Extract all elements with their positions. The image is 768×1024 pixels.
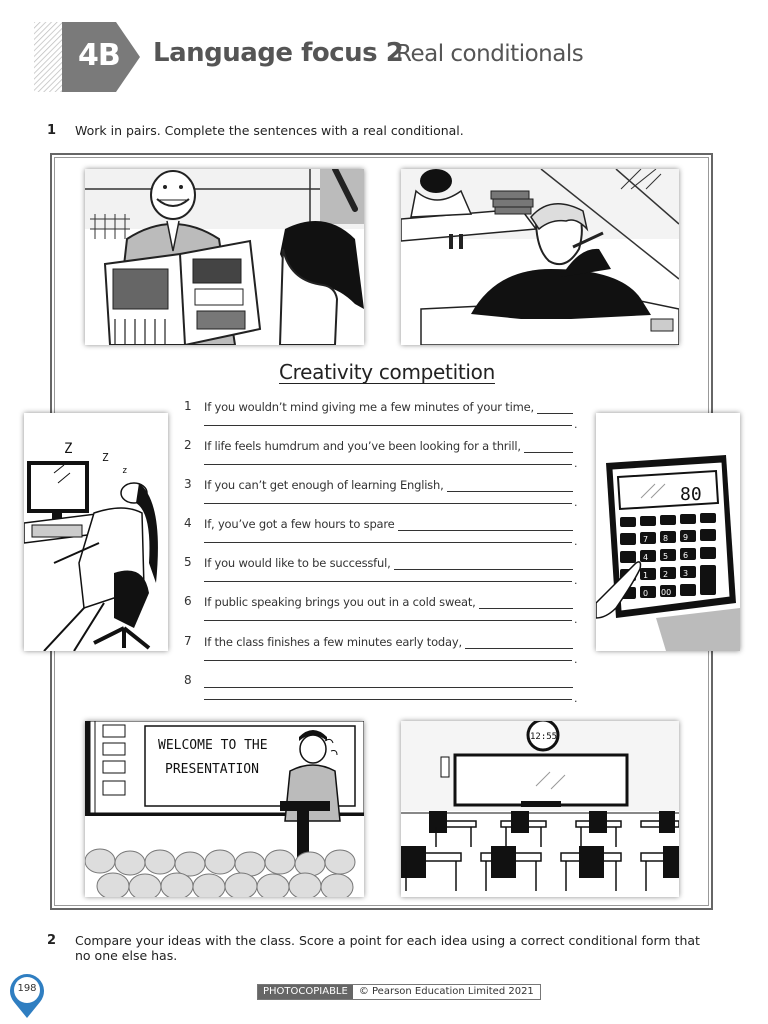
item-end-punctuation: . bbox=[574, 613, 578, 626]
svg-text:7: 7 bbox=[643, 535, 649, 544]
illustration-classroom-clock bbox=[401, 721, 679, 897]
svg-text:2: 2 bbox=[663, 570, 669, 579]
answer-blank-continuation[interactable] bbox=[204, 698, 572, 700]
answer-blank[interactable] bbox=[447, 479, 573, 492]
illustration-calculator bbox=[596, 413, 740, 651]
slide-line-2: PRESENTATION bbox=[165, 762, 259, 777]
svg-text:1: 1 bbox=[643, 571, 649, 580]
answer-blank[interactable] bbox=[394, 557, 573, 570]
item-number: 8 bbox=[184, 673, 192, 687]
item-prompt: If you would like to be successful, bbox=[204, 556, 391, 570]
illustration-presentation bbox=[85, 721, 364, 897]
item-prompt: If you can’t get enough of learning English, bbox=[204, 478, 444, 492]
page-number: 198 bbox=[17, 983, 37, 994]
svg-text:5: 5 bbox=[663, 552, 669, 561]
svg-text:8: 8 bbox=[663, 534, 669, 543]
illustration-neighbour-album bbox=[85, 169, 364, 345]
answer-blank[interactable] bbox=[398, 518, 573, 531]
item-number: 6 bbox=[184, 594, 192, 608]
svg-text:00: 00 bbox=[661, 588, 672, 597]
photocopiable-label: PHOTOCOPIABLE bbox=[258, 985, 353, 999]
answer-blank-continuation[interactable] bbox=[204, 659, 572, 661]
item-end-punctuation: . bbox=[574, 535, 578, 548]
item-end-punctuation: . bbox=[574, 496, 578, 509]
item-number: 4 bbox=[184, 516, 192, 530]
answer-blank[interactable] bbox=[204, 675, 573, 688]
item-end-punctuation: . bbox=[574, 574, 578, 587]
item-number: 2 bbox=[184, 438, 192, 452]
item-prompt: If you wouldn’t mind giving me a few minutes of your time, bbox=[204, 400, 534, 414]
item-number: 7 bbox=[184, 634, 192, 648]
item-end-punctuation: . bbox=[574, 692, 578, 705]
slide-line-1: WELCOME TO THE bbox=[158, 738, 268, 753]
svg-text:6: 6 bbox=[683, 551, 689, 560]
answer-blank[interactable] bbox=[479, 596, 573, 609]
item-number: 5 bbox=[184, 555, 192, 569]
item-prompt: If public speaking brings you out in a cold sweat, bbox=[204, 595, 476, 609]
svg-text:0: 0 bbox=[643, 589, 649, 598]
item-prompt: If life feels humdrum and you’ve been looking for a thrill, bbox=[204, 439, 521, 453]
item-end-punctuation: . bbox=[574, 418, 578, 431]
svg-text:Z: Z bbox=[102, 451, 109, 464]
clock-display-text: 12:55 bbox=[530, 732, 558, 742]
svg-text:9: 9 bbox=[683, 533, 689, 542]
copyright-text: © Pearson Education Limited 2021 bbox=[358, 986, 534, 997]
item-number: 1 bbox=[184, 399, 192, 413]
answer-blank[interactable] bbox=[537, 401, 573, 414]
svg-text:z: z bbox=[122, 466, 128, 476]
item-end-punctuation: . bbox=[574, 457, 578, 470]
svg-text:Z: Z bbox=[64, 441, 73, 457]
answer-blank-continuation[interactable] bbox=[204, 424, 572, 426]
answer-blank[interactable] bbox=[524, 440, 573, 453]
exercise-2-number: 2 bbox=[47, 933, 57, 948]
page-title: Language focus 2 bbox=[153, 38, 404, 68]
answer-blank-continuation[interactable] bbox=[204, 580, 572, 582]
exercise-2-instruction: Compare your ideas with the class. Score a point for each idea using a correct conditional form that no one else has. bbox=[75, 933, 700, 963]
illustration-student-desk bbox=[401, 169, 679, 345]
answer-blank[interactable] bbox=[465, 636, 573, 649]
calculator-display-text: 80 bbox=[680, 484, 702, 505]
item-number: 3 bbox=[184, 477, 192, 491]
worksheet-title: Creativity competition bbox=[279, 360, 495, 384]
page-marker-icon bbox=[8, 971, 46, 1019]
footer-copyright-bar bbox=[257, 984, 541, 1000]
unit-label: 4B bbox=[78, 38, 120, 73]
item-prompt: If the class finishes a few minutes early today, bbox=[204, 635, 462, 649]
svg-text:3: 3 bbox=[683, 569, 689, 578]
answer-blank-continuation[interactable] bbox=[204, 502, 572, 504]
exercise-1-number: 1 bbox=[47, 123, 57, 138]
answer-blank-continuation[interactable] bbox=[204, 541, 572, 543]
item-prompt: If, you’ve got a few hours to spare bbox=[204, 517, 395, 531]
item-end-punctuation: . bbox=[574, 653, 578, 666]
answer-blank-continuation[interactable] bbox=[204, 463, 572, 465]
illustration-sleeping-at-computer bbox=[24, 413, 168, 651]
exercise-1-instruction: Work in pairs. Complete the sentences with a real conditional. bbox=[75, 123, 464, 138]
answer-blank-continuation[interactable] bbox=[204, 619, 572, 621]
svg-text:4: 4 bbox=[643, 553, 649, 562]
page-subtitle: Real conditionals bbox=[396, 41, 584, 67]
